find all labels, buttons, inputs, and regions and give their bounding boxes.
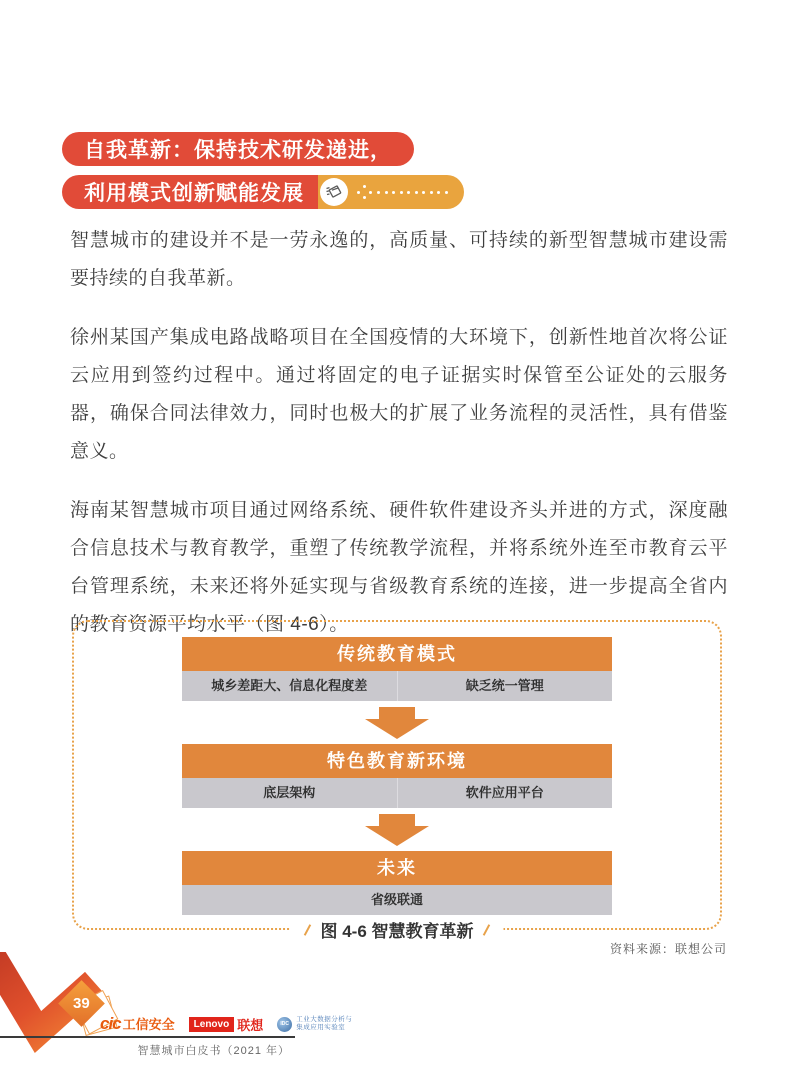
stage-2-header: 特色教育新环境: [182, 744, 612, 778]
idc-lab-text-line1: 工业大数据分析与: [296, 1016, 353, 1023]
stage-1-item-2: 缺乏统一管理: [397, 671, 613, 701]
cic-logo-mark: cic: [100, 1014, 121, 1033]
stage-3-item-1: 省级联通: [182, 885, 612, 915]
publisher-logos: [100, 1014, 352, 1034]
body-text: [70, 222, 728, 665]
paragraph-3: 海南某智慧城市项目通过网络系统、硬件软件建设齐头并进的方式，深度融合信息技术与教育教学，重塑了传统教学流程，并将系统外连至市教育云平台管理系统，未来还将外延实现与省级教育系统的连接，进一步提高全省内的教育资源平均水平（图 4-6）。: [70, 500, 728, 635]
cic-logo: [100, 1014, 175, 1034]
lenovo-logo: [189, 1015, 264, 1034]
note-send-icon: [320, 178, 348, 206]
title-pill-line2: [62, 175, 318, 209]
stage-3-header: 未来: [182, 851, 612, 885]
lenovo-logo-chinese: 联想: [237, 1017, 264, 1033]
stage-2-item-1: 底层架构: [182, 778, 397, 808]
book-title: 智慧城市白皮书（2021 年）: [137, 1045, 290, 1057]
dotted-line-decoration: [377, 191, 448, 194]
stage-1-item-1: 城乡差距大、信息化程度差: [182, 671, 397, 701]
page-number-badge: [60, 982, 104, 1026]
paragraph-1: 智慧城市的建设并不是一劳永逸的，高质量、可持续的新型智慧城市建设需要持续的自我革新。: [70, 230, 728, 289]
figure-caption: [290, 917, 503, 942]
lenovo-logo-wordmark: Lenovo: [189, 1017, 235, 1032]
stage-new-education-environment: [182, 744, 612, 808]
title-pill-line1: [62, 132, 414, 166]
figure-caption-text: 图 4-6 智慧教育革新: [320, 922, 474, 941]
title-line2-text: 利用模式创新赋能发展: [84, 182, 304, 205]
section-title: [62, 132, 464, 218]
idc-globe-icon: IDC: [277, 1017, 292, 1032]
arrow-down-icon: [365, 707, 429, 739]
caption-slash-right: [483, 924, 490, 936]
caption-slash-left: [304, 924, 311, 936]
title-pill-amber-cap: [318, 175, 464, 209]
paragraph-2: 徐州某国产集成电路战略项目在全国疫情的大环境下，创新性地首次将公证云应用到签约过程中。通过将固定的电子证据实时保管至公证处的云服务器，确保合同法律效力，同时也极大的扩展了业务流程的灵活性，具有借鉴意义。: [70, 327, 728, 462]
footer-divider: [0, 1036, 295, 1038]
stage-1-header: 传统教育模式: [182, 637, 612, 671]
stage-traditional-education: [182, 637, 612, 701]
idc-lab-text-line2: 集成应用实验室: [296, 1024, 346, 1031]
arrow-down-icon: [365, 814, 429, 846]
stage-2-item-2: 软件应用平台: [397, 778, 613, 808]
figure-source: 资料来源：联想公司: [609, 942, 727, 956]
title-line1-text: 自我革新：保持技术研发递进，: [84, 139, 392, 162]
cic-logo-text: 工信安全: [122, 1017, 175, 1032]
page-number: 39: [73, 995, 90, 1012]
stage-future: [182, 851, 612, 915]
figure-4-6-diagram: [72, 620, 722, 941]
dot-cluster-decoration: [357, 184, 373, 200]
idc-lab-logo: [277, 1016, 352, 1032]
